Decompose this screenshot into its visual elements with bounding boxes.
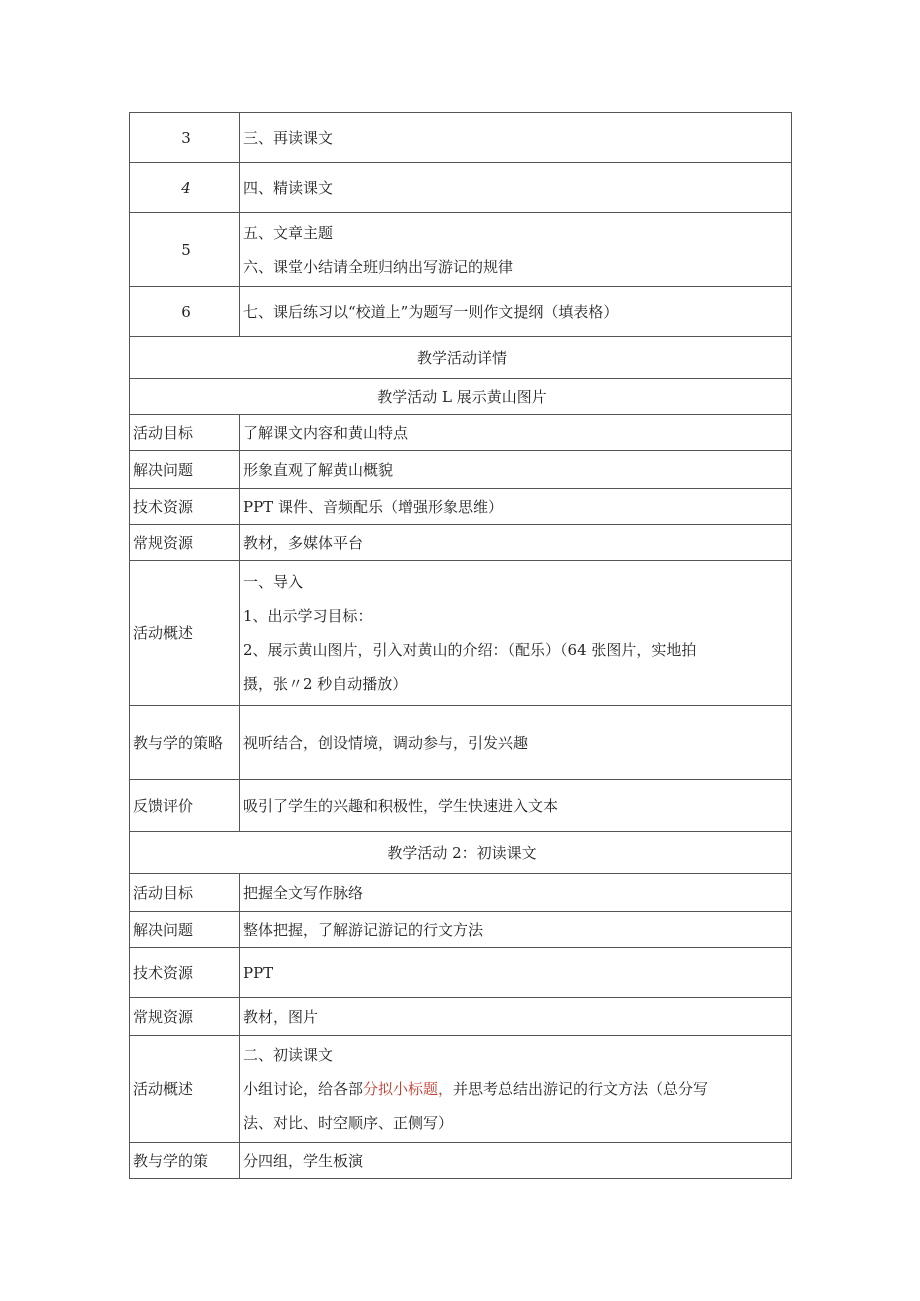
row-label: 解决问题 bbox=[130, 912, 240, 948]
row-label: 活动目标 bbox=[130, 874, 240, 912]
step-text: 四、精读课文 bbox=[240, 163, 792, 213]
step-row bbox=[130, 113, 792, 163]
step-line: 六、课堂小结请全班归纳出写游记的规律 bbox=[243, 257, 514, 276]
row-label: 常规资源 bbox=[130, 525, 240, 561]
step-number: 5 bbox=[130, 213, 240, 287]
row-label: 教与学的策 bbox=[130, 1143, 240, 1179]
activity2-goal-row bbox=[130, 874, 792, 912]
overview-line: 1、出示学习目标： bbox=[243, 607, 373, 625]
activity1-title: 教学活动 L 展示黄山图片 bbox=[130, 379, 792, 415]
details-header: 教学活动详情 bbox=[130, 337, 792, 379]
activity1-tech-row bbox=[130, 489, 792, 525]
row-value: 形象直观了解黄山概貌 bbox=[240, 451, 792, 489]
row-value: 整体把握，了解游记游记的行文方法 bbox=[240, 912, 792, 948]
row-value: 教材，图片 bbox=[240, 998, 792, 1036]
activity-title-row bbox=[130, 379, 792, 415]
row-value: PPT 课件、音频配乐（增强形象思维） bbox=[240, 489, 792, 525]
activity1-regular-row bbox=[130, 525, 792, 561]
overview-line: 法、对比、时空顺序、正侧写） bbox=[243, 1114, 454, 1132]
row-value bbox=[240, 561, 792, 706]
overview-text: 并思考总结出游记的行文方法（总分写 bbox=[453, 1080, 709, 1098]
activity1-problem-row bbox=[130, 451, 792, 489]
lesson-table bbox=[129, 112, 792, 1179]
activity1-strategy-row bbox=[130, 706, 792, 780]
activity-title-row bbox=[130, 832, 792, 874]
activity1-goal-row bbox=[130, 415, 792, 451]
step-row bbox=[130, 287, 792, 337]
step-row bbox=[130, 163, 792, 213]
row-label: 活动目标 bbox=[130, 415, 240, 451]
overview-text: 小组讨论，给各部 bbox=[243, 1080, 364, 1098]
activity2-overview-row bbox=[130, 1036, 792, 1143]
activity2-problem-row bbox=[130, 912, 792, 948]
overview-line bbox=[243, 1072, 791, 1106]
step-row bbox=[130, 213, 792, 287]
row-value: PPT bbox=[240, 948, 792, 998]
overview-line: 摄，张〃2 秒自动播放） bbox=[243, 675, 408, 693]
row-label: 技术资源 bbox=[130, 948, 240, 998]
activity2-regular-row bbox=[130, 998, 792, 1036]
step-number: 3 bbox=[130, 113, 240, 163]
overview-line: 一、导入 bbox=[243, 573, 304, 591]
row-value: 了解课文内容和黄山特点 bbox=[240, 415, 792, 451]
activity1-feedback-row bbox=[130, 780, 792, 832]
highlighted-text: 分拟小标题， bbox=[363, 1080, 454, 1098]
step-line: 五、文章主题 bbox=[243, 223, 334, 242]
row-value: 把握全文写作脉络 bbox=[240, 874, 792, 912]
row-label: 活动概述 bbox=[130, 1036, 240, 1143]
row-value: 教材，多媒体平台 bbox=[240, 525, 792, 561]
step-text bbox=[240, 213, 792, 287]
step-text: 七、课后练习以“校道上”为题写一则作文提纲（填表格） bbox=[240, 287, 792, 337]
overview-line: 二、初读课文 bbox=[243, 1046, 334, 1064]
row-label: 教与学的策略 bbox=[130, 706, 240, 780]
section-header-row bbox=[130, 337, 792, 379]
activity2-title: 教学活动 2：初读课文 bbox=[130, 832, 792, 874]
row-label: 反馈评价 bbox=[130, 780, 240, 832]
overview-line: 2、展示黄山图片，引入对黄山的介绍：（配乐）（64 张图片，实地拍 bbox=[243, 641, 697, 659]
row-label: 活动概述 bbox=[130, 561, 240, 706]
row-label: 技术资源 bbox=[130, 489, 240, 525]
row-value bbox=[240, 1036, 792, 1143]
step-text: 三、再读课文 bbox=[240, 113, 792, 163]
row-label: 常规资源 bbox=[130, 998, 240, 1036]
row-label: 解决问题 bbox=[130, 451, 240, 489]
activity2-strategy-row bbox=[130, 1143, 792, 1179]
step-number: 6 bbox=[130, 287, 240, 337]
row-value: 分四组，学生板演 bbox=[240, 1143, 792, 1179]
row-value: 视听结合，创设情境，调动参与，引发兴趣 bbox=[240, 706, 792, 780]
step-number: 4 bbox=[130, 163, 240, 213]
row-value: 吸引了学生的兴趣和积极性，学生快速进入文本 bbox=[240, 780, 792, 832]
activity1-overview-row bbox=[130, 561, 792, 706]
activity2-tech-row bbox=[130, 948, 792, 998]
